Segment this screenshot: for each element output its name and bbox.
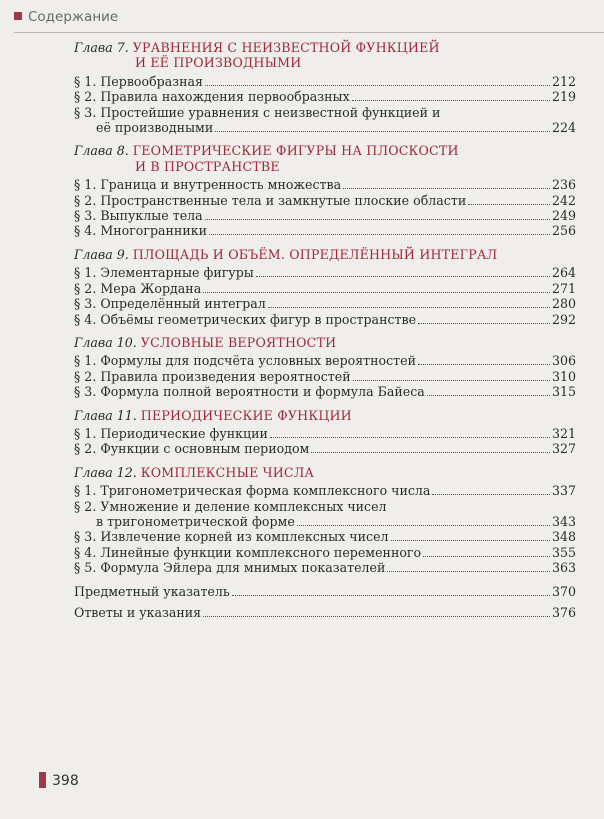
toc-entry-label: § 4. Линейные функции комплексного переменного [74,544,422,560]
dot-leader [209,224,550,235]
dot-leader [343,178,550,189]
chapter-title [74,408,576,423]
chapter-section [74,247,576,327]
chapter-title [74,143,576,174]
dot-leader [423,546,550,557]
toc-page-number: 337 [551,483,576,499]
dot-leader [203,606,550,617]
toc-entry[interactable] [74,296,576,311]
toc-page-number: 355 [551,544,576,560]
toc-entry-label: § 1. Первообразная [74,73,203,89]
toc-entry-label: Предметный указатель [74,583,230,599]
toc-extra-entry[interactable] [74,584,576,599]
toc-entry-label: § 4. Объёмы геометрических фигур в пространстве [74,311,417,327]
toc-entry[interactable] [74,193,576,208]
chapter-title-line2: И ЕЁ ПРОИЗВОДНЫМИ [135,55,302,71]
footer-marker-icon [39,772,46,788]
toc-page-number: 224 [551,120,576,136]
chapter-number: Глава 9. [74,246,129,262]
toc-page-number: 370 [551,583,576,599]
toc-entry-label: § 1. Элементарные фигуры [74,265,254,281]
toc-entry-label: § 3. Простейшие уравнения с неизвестной функцией и [74,104,441,120]
page-footer [39,772,79,789]
dot-leader [418,313,550,324]
toc-page-number: 249 [551,208,576,224]
header-title: Содержание [28,9,119,25]
toc-page-number: 310 [551,368,576,384]
chapter-title [74,335,576,350]
toc-entry-label: § 2. Правила нахождения первообразных [74,89,350,105]
chapter-number: Глава 8. [74,143,129,159]
toc-entry-label: § 1. Тригонометрическая форма комплексного числа [74,483,431,499]
toc-entry[interactable] [74,281,576,296]
chapter-section [74,465,576,576]
toc-entry[interactable] [74,74,576,89]
toc-entry-label: § 3. Определённый интеграл [74,296,266,312]
header-divider [14,32,604,33]
chapter-title-line1: УРАВНЕНИЯ С НЕИЗВЕСТНОЙ ФУНКЦИЕЙ [132,40,440,55]
toc-entry[interactable] [74,353,576,368]
dot-leader [387,561,550,572]
dot-leader [205,75,550,86]
toc-entry-label: § 2. Пространственные тела и замкнутые плоские области [74,192,467,208]
toc-page-number: 292 [551,311,576,327]
dot-leader [427,385,550,396]
toc-page-number: 363 [551,560,576,576]
toc-entry-label: § 4. Многогранники [74,223,207,239]
dot-leader [205,209,550,220]
table-of-contents [74,40,576,626]
toc-entry-label: § 2. Умножение и деление комплексных чисел [74,498,387,514]
chapter-title [74,247,576,262]
toc-page-number: 321 [551,425,576,441]
chapter-title-line1: ГЕОМЕТРИЧЕСКИЕ ФИГУРЫ НА ПЛОСКОСТИ [132,143,459,159]
chapter-title-line1: ПЛОЩАДЬ И ОБЪЁМ. ОПРЕДЕЛЁННЫЙ ИНТЕГРАЛ [132,246,498,262]
chapter-number: Глава 7. [74,40,129,55]
toc-entry[interactable] [74,208,576,223]
toc-entry[interactable] [74,426,576,441]
dot-leader [311,442,550,453]
toc-page-number: 212 [551,73,576,89]
toc-entry[interactable] [74,369,576,384]
toc-entry-label: § 1. Периодические функции [74,425,268,441]
toc-page-number: 348 [551,529,576,545]
dot-leader [297,515,550,526]
page-number: 398 [52,773,79,789]
toc-entry[interactable] [74,499,576,530]
toc-page-number: 280 [551,296,576,312]
toc-extra-entry[interactable] [74,605,576,620]
toc-entry[interactable] [74,223,576,238]
toc-page-number: 343 [551,513,576,529]
dot-leader [468,194,550,205]
toc-entry[interactable] [74,312,576,327]
toc-entry-label: § 2. Правила произведения вероятностей [74,368,351,384]
chapter-title-line2: И В ПРОСТРАНСТВЕ [135,158,280,174]
toc-entry-label: § 2. Мера Жордана [74,280,202,296]
chapter-title-line1: ПЕРИОДИЧЕСКИЕ ФУНКЦИИ [140,407,352,423]
toc-entry-continuation [74,514,576,529]
header-marker-icon [14,12,22,20]
toc-entry-label: Ответы и указания [74,605,202,620]
toc-page-number: 376 [551,605,576,620]
chapter-number: Глава 10. [74,334,137,350]
toc-entry-label: § 5. Формула Эйлера для мнимых показателей [74,560,386,576]
chapter-section [74,143,576,238]
toc-entry-label-line2: её производными [96,120,214,136]
dot-leader [353,370,550,381]
dot-leader [203,282,550,293]
toc-page-number: 219 [551,89,576,105]
toc-entry[interactable] [74,384,576,399]
dot-leader [418,354,550,365]
chapter-title [74,40,576,71]
dot-leader [268,297,550,308]
dot-leader [232,585,550,596]
chapter-section [74,335,576,400]
toc-entry-label: § 1. Формулы для подсчёта условных вероятностей [74,353,416,369]
dot-leader [256,266,550,277]
chapter-section [74,408,576,457]
toc-entry-label: § 3. Выпуклые тела [74,208,203,224]
dot-leader [352,90,550,101]
toc-entry-label-line2: в тригонометрической форме [96,513,295,529]
toc-page-number: 315 [551,384,576,400]
chapter-title [74,465,576,480]
toc-page-number: 327 [551,441,576,457]
toc-entry-label: § 3. Формула полной вероятности и формула Байеса [74,384,425,400]
toc-entry[interactable] [74,441,576,456]
dot-leader [270,427,550,438]
toc-entry[interactable] [74,105,576,136]
toc-page-number: 271 [551,280,576,296]
running-header [14,9,118,25]
dot-leader [432,484,550,495]
chapter-section [74,40,576,135]
toc-page-number: 242 [551,192,576,208]
dot-leader [215,121,550,132]
chapter-number: Глава 12. [74,464,137,480]
chapter-title-line1: УСЛОВНЫЕ ВЕРОЯТНОСТИ [140,334,337,350]
toc-entry-label: § 2. Функции с основным периодом [74,441,310,457]
toc-entry-label: § 3. Извлечение корней из комплексных чисел [74,529,389,545]
toc-page-number: 236 [551,177,576,193]
chapter-title-line1: КОМПЛЕКСНЫЕ ЧИСЛА [140,464,315,480]
toc-entry-label: § 1. Граница и внутренность множества [74,177,342,193]
toc-entry[interactable] [74,89,576,104]
toc-entry[interactable] [74,560,576,575]
toc-page-number: 264 [551,265,576,281]
toc-entry[interactable] [74,545,576,560]
chapter-number: Глава 11. [74,407,137,423]
toc-entry[interactable] [74,483,576,498]
toc-page-number: 306 [551,353,576,369]
toc-entry[interactable] [74,177,576,192]
dot-leader [391,530,550,541]
toc-entry-continuation [74,120,576,135]
toc-page-number: 256 [551,223,576,239]
toc-entry[interactable] [74,265,576,280]
toc-entry[interactable] [74,529,576,544]
